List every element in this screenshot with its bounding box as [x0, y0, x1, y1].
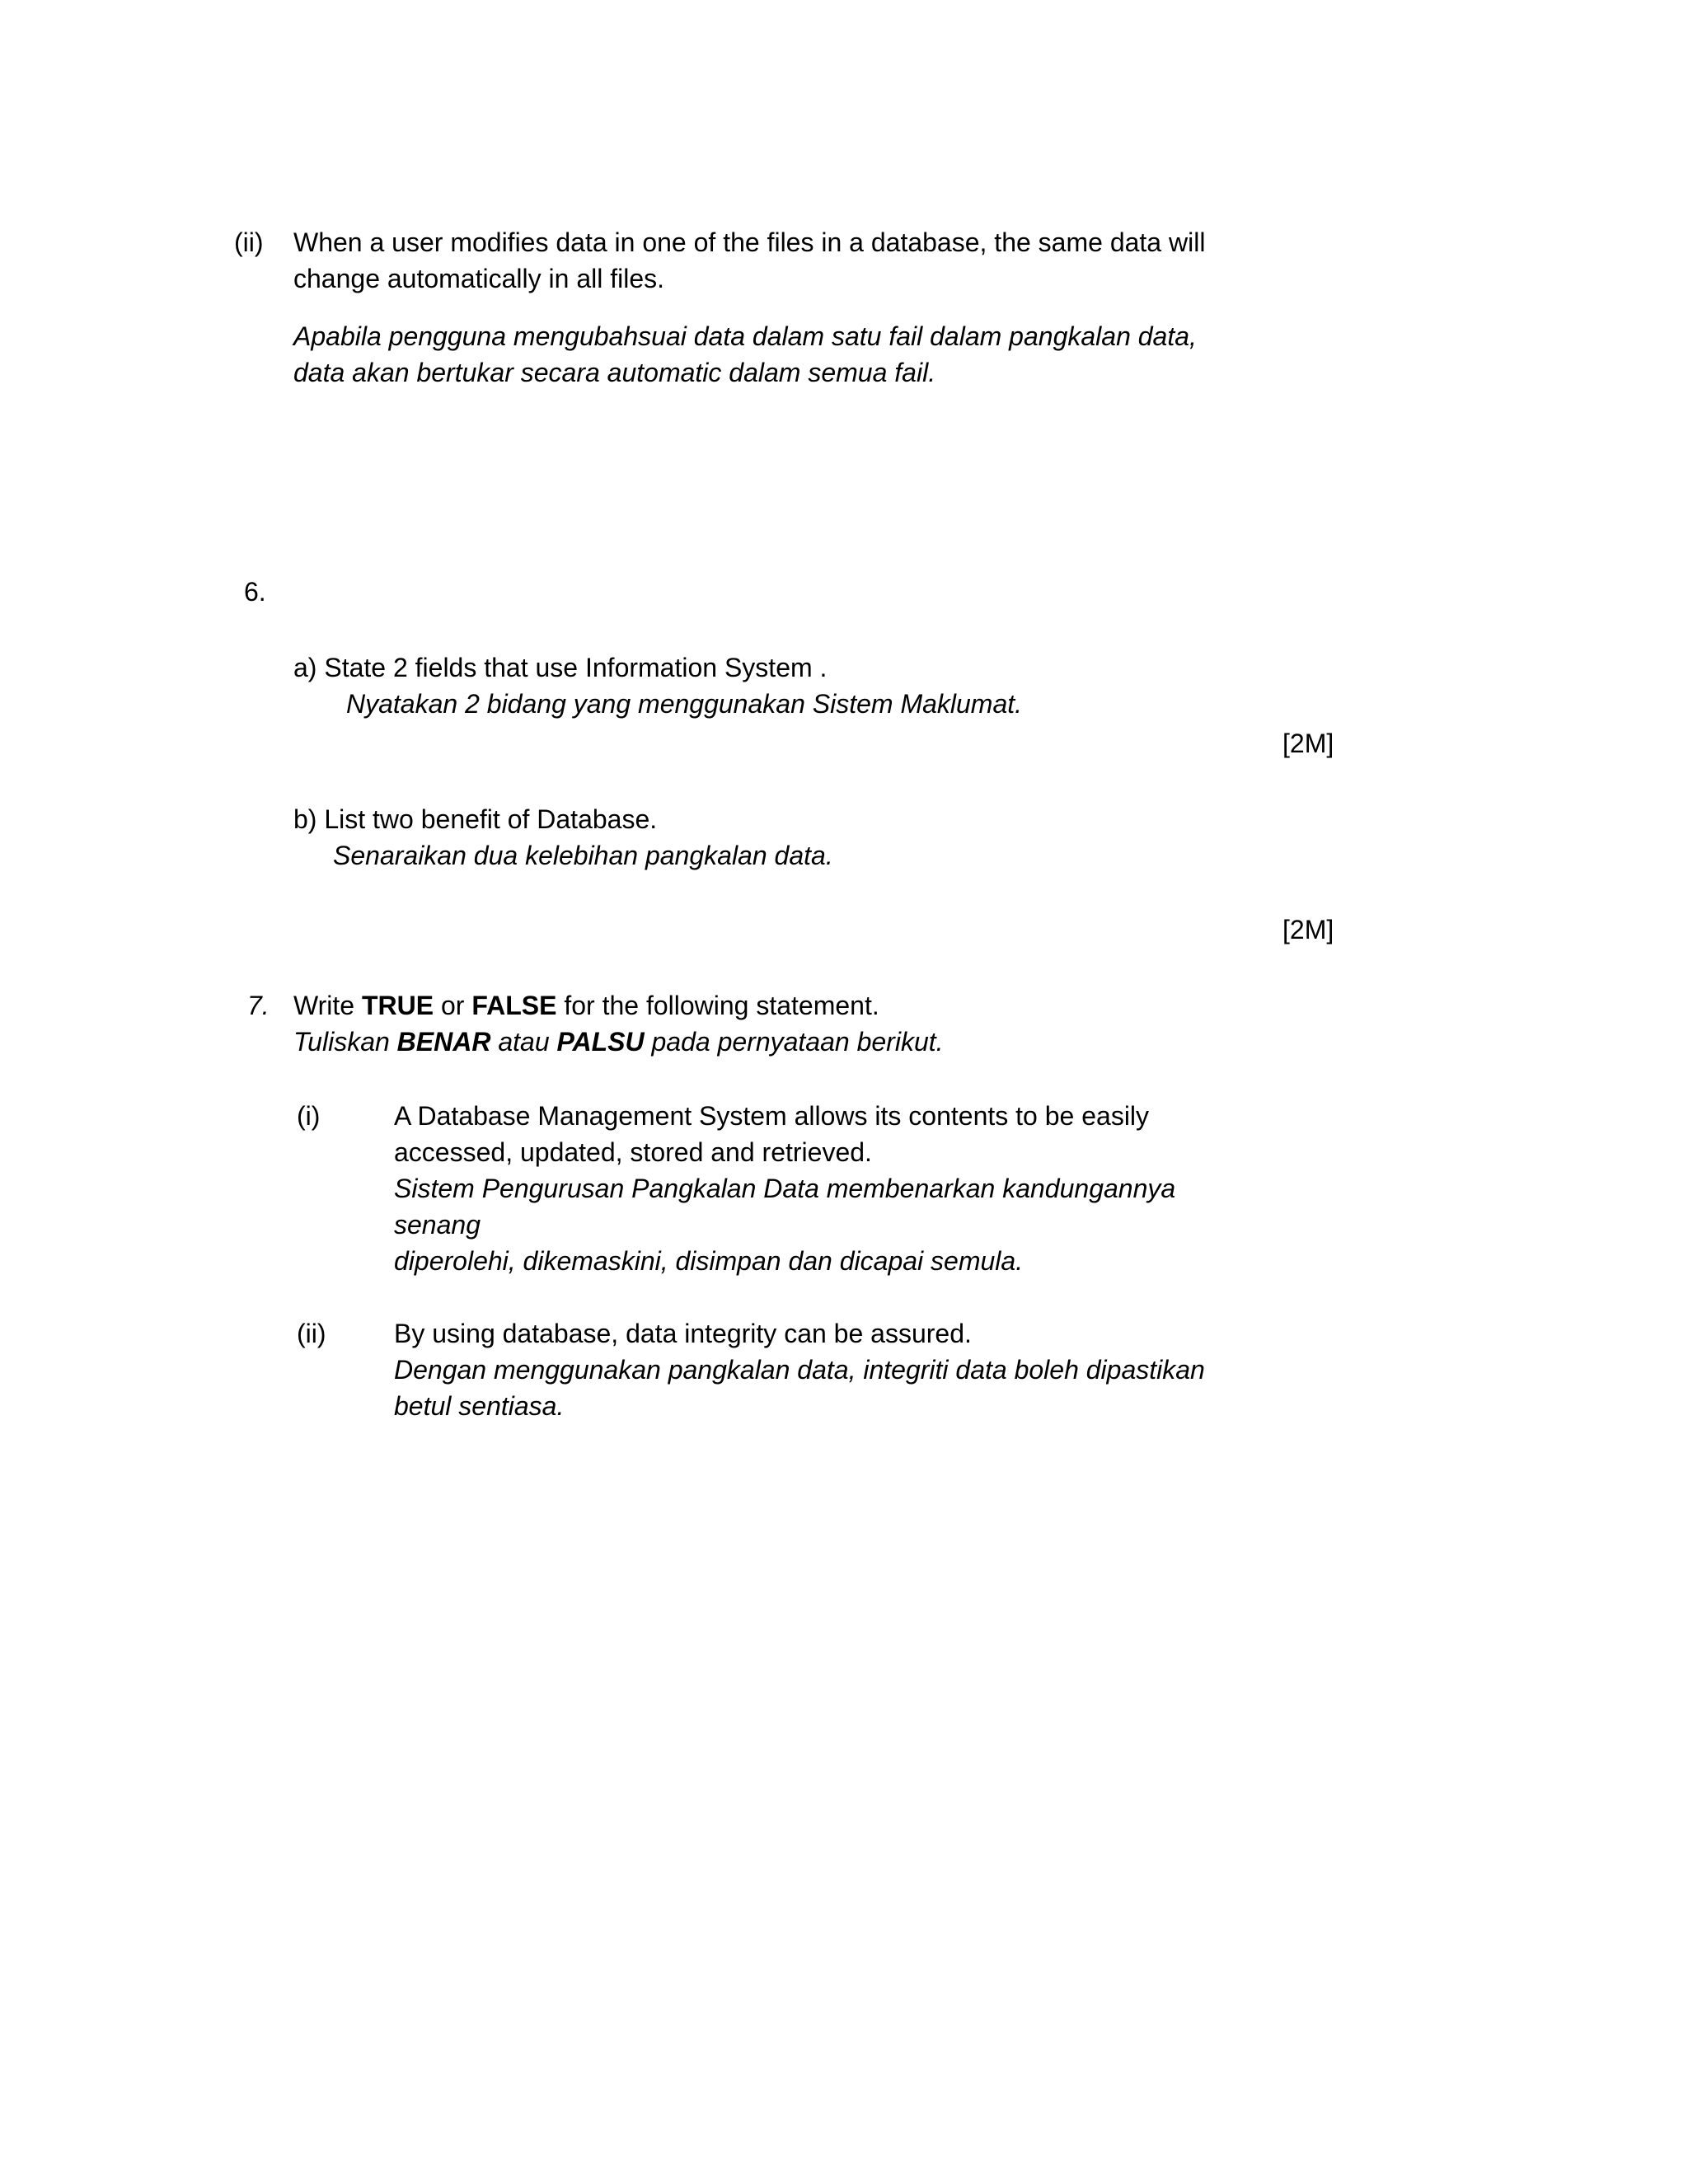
- statement-line: A Database Management System allows its contents to be easily: [394, 1101, 1150, 1131]
- statement-malay-line: Apabila pengguna mengubahsuai data dalam satu fail dalam pangkalan data,: [293, 321, 1197, 351]
- intro-text: Write: [293, 991, 362, 1020]
- statement-ii-top: [234, 224, 1520, 391]
- statement-malay-line: diperolehi, dikemaskini, disimpan dan dicapai semula.: [394, 1246, 1024, 1276]
- question-6a-english: a) State 2 fields that use Information System .: [293, 653, 828, 682]
- intro-text: for the following statement.: [556, 991, 879, 1020]
- intro-palsu: PALSU: [556, 1027, 645, 1057]
- question-7ii-label: (ii): [297, 1319, 326, 1348]
- statement-malay-line: Dengan menggunakan pangkalan data, integriti data boleh dipastikan: [394, 1355, 1205, 1385]
- intro-true: TRUE: [361, 991, 434, 1020]
- statement-line: change automatically in all files.: [293, 264, 665, 293]
- intro-malay-text: pada pernyataan berikut.: [644, 1027, 944, 1057]
- question-6a: [293, 649, 1447, 722]
- intro-benar: BENAR: [396, 1027, 491, 1057]
- question-7-number: 7.: [247, 991, 270, 1020]
- question-7i: [297, 1098, 1533, 1279]
- question-7-intro-malay: [293, 1024, 1530, 1060]
- statement-ii-top-label: (ii): [234, 227, 264, 257]
- intro-text: or: [434, 991, 472, 1020]
- question-7-intro-english: [293, 987, 1530, 1024]
- statement-malay-line: senang: [394, 1210, 481, 1240]
- statement-line: By using database, data integrity can be assured.: [394, 1319, 972, 1348]
- question-7i-label: (i): [297, 1101, 321, 1131]
- intro-false: FALSE: [471, 991, 557, 1020]
- statement-malay-line: betul sentiasa.: [394, 1391, 565, 1421]
- statement-malay-line: data akan bertukar secara automatic dalam semua fail.: [293, 358, 936, 387]
- statement-line: accessed, updated, stored and retrieved.: [394, 1137, 872, 1167]
- question-6a-marks: [2M]: [1282, 729, 1334, 758]
- question-6b: [293, 801, 1447, 874]
- statement-line: When a user modifies data in one of the files in a database, the same data will: [293, 227, 1206, 257]
- question-6a-malay: Nyatakan 2 bidang yang menggunakan Sistem Maklumat.: [346, 689, 1023, 719]
- question-6b-english: b) List two benefit of Database.: [293, 804, 658, 834]
- question-6b-malay: Senaraikan dua kelebihan pangkalan data.: [333, 841, 833, 870]
- question-7ii: [297, 1315, 1533, 1424]
- question-7-intro: [293, 987, 1530, 1060]
- intro-malay-text: Tuliskan: [293, 1027, 397, 1057]
- question-6-number: 6.: [244, 577, 266, 607]
- intro-malay-text: atau: [490, 1027, 557, 1057]
- question-6b-marks: [2M]: [1282, 915, 1334, 944]
- statement-malay-line: Sistem Pengurusan Pangkalan Data membenarkan kandungannya: [394, 1174, 1176, 1203]
